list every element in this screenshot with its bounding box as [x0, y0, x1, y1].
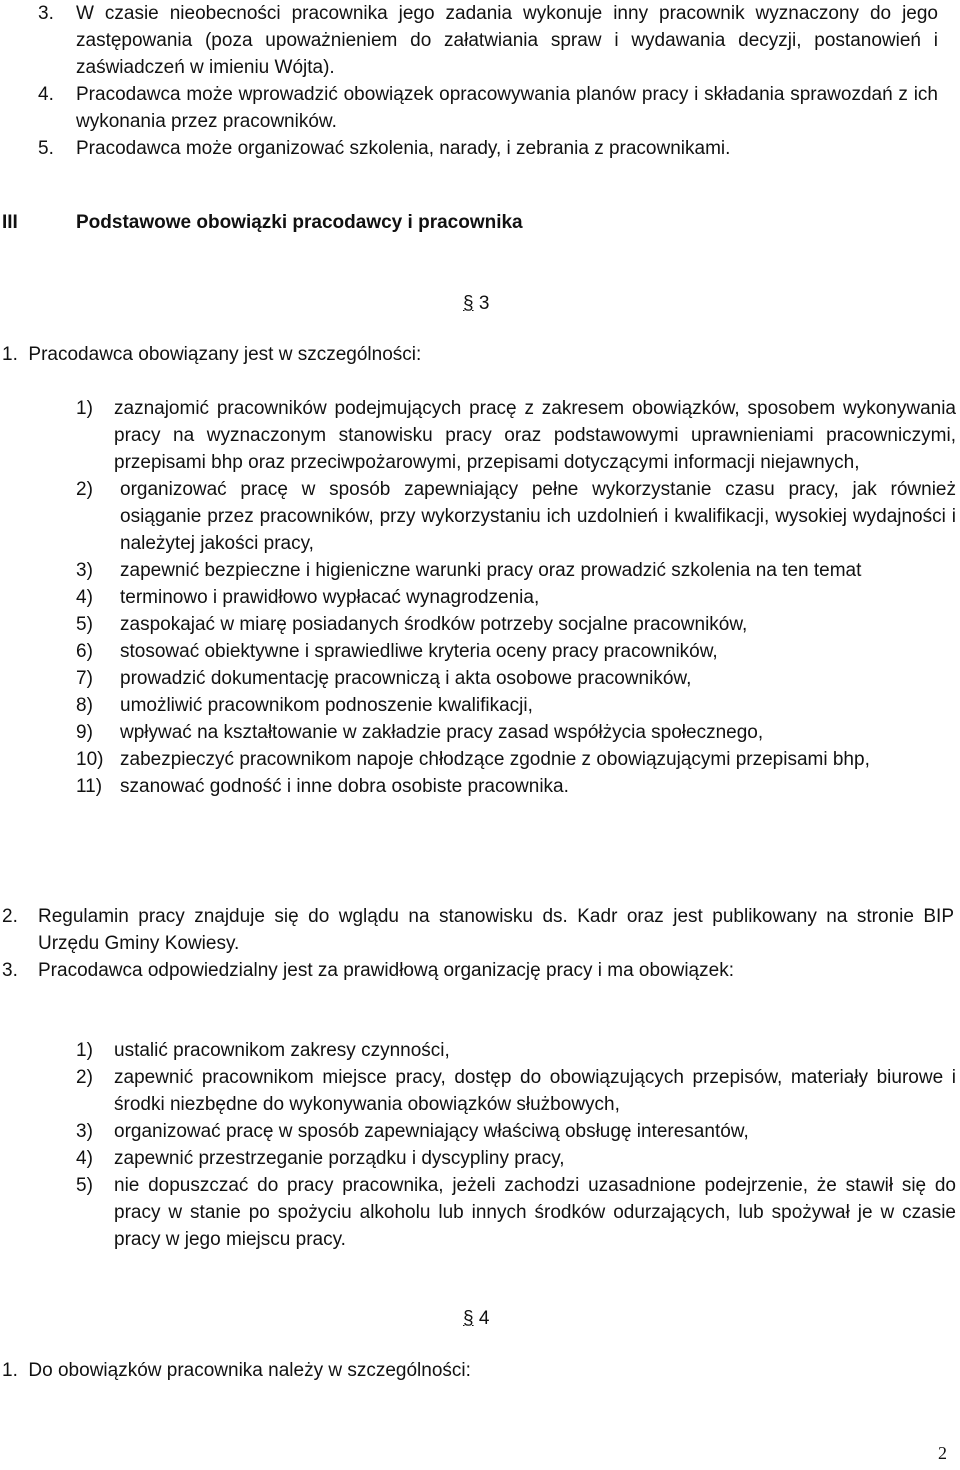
item-number: 4) [76, 587, 93, 608]
list-item [38, 0, 938, 81]
list-item [76, 746, 956, 773]
item-number: 9) [76, 722, 93, 743]
item-text: ustalić pracownikom zakresy czynności, [114, 1040, 450, 1061]
paragraph-4-heading [463, 1305, 489, 1332]
page-number: 2 [938, 1443, 947, 1463]
item-number: 5. [38, 138, 54, 159]
item-text: Regulamin pracy znajduje się do wglądu na stanowisku ds. Kadr oraz jest publikowany na stronie BIP Urzędu Gminy Kowiesy. [38, 906, 954, 954]
item-text: Pracodawca może organizować szkolenia, narady, i zebrania z pracownikami. [76, 138, 731, 159]
list-item [38, 81, 938, 135]
item-number: 8) [76, 695, 93, 716]
paragraph-4-point-1 [2, 1357, 471, 1384]
list-item [76, 476, 956, 557]
item-text: zapewnić bezpieczne i higieniczne warunki pracy oraz prowadzić szkolenia na ten temat [120, 560, 862, 581]
item-text: Pracodawca obowiązany jest w szczególności: [28, 344, 422, 365]
paragraph-number: 3 [478, 293, 490, 314]
list-item [2, 903, 954, 957]
paragraph-sign: § [463, 1308, 474, 1329]
section-roman: III [2, 212, 18, 233]
item-text: wpływać na kształtowanie w zakładzie pracy zasad współżycia społecznego, [120, 722, 764, 743]
item-text: szanować godność i inne dobra osobiste pracownika. [120, 776, 569, 797]
list-item [76, 1172, 956, 1253]
paragraph-3-heading [463, 290, 489, 317]
list-item [76, 1064, 956, 1118]
item-number: 1. [2, 344, 18, 365]
item-text: zabezpieczyć pracownikom napoje chłodzące zgodnie z obowiązującymi przepisami bhp, [120, 749, 870, 770]
item-number: 10) [76, 749, 104, 770]
item-text: zaspokajać w miarę posiadanych środków potrzeby socjalne pracowników, [120, 614, 748, 635]
item-text: nie dopuszczać do pracy pracownika, jeżeli zachodzi uzasadnione podejrzenie, że stawił się do pracy w stanie po spożyciu alkoholu lub innych środków odurzających, lub spożywał je w czasie pracy w jego miejscu pracy. [114, 1175, 956, 1250]
paragraph-sign: § [463, 293, 474, 314]
item-text: terminowo i prawidłowo wypłacać wynagrodzenia, [120, 587, 540, 608]
paragraph-3-point-2 [2, 903, 954, 957]
list-item [76, 1145, 956, 1172]
top-list [38, 0, 938, 162]
list-item [76, 719, 956, 746]
list-item [76, 611, 956, 638]
item-number: 3. [38, 3, 54, 24]
item-number: 1) [76, 398, 93, 419]
list-item [76, 557, 956, 584]
item-number: 4) [76, 1148, 93, 1169]
item-number: 11) [76, 776, 103, 797]
item-number: 4. [38, 84, 54, 105]
item-text: organizować pracę w sposób zapewniający pełne wykorzystanie czasu pracy, jak również osiąganie przez pracowników, przy wykorzystaniu ich uzdolnień i kwalifikacji, wysokiej wydajności i należytej jakości pracy, [120, 479, 956, 554]
list-item [2, 957, 954, 984]
paragraph-number: 4 [478, 1308, 490, 1329]
item-text: stosować obiektywne i sprawiedliwe kryteria oceny pracy pracowników, [120, 641, 718, 662]
item-text: zaznajomić pracowników podejmujących pracę z zakresem obowiązków, sposobem wykonywania pracy na wyznaczonym stanowisku pracy oraz podstawowymi uprawnieniami pracowniczymi, przepisami bhp oraz przeciwpożarowymi, przepisami dotyczącymi informacji niejawnych, [114, 398, 956, 473]
item-number: 3) [76, 1121, 93, 1142]
item-number: 2) [76, 479, 93, 500]
item-text: umożliwić pracownikom podnoszenie kwalifikacji, [120, 695, 533, 716]
list-item [76, 395, 956, 476]
item-number: 1) [76, 1040, 93, 1061]
item-number: 2) [76, 1067, 93, 1088]
item-text: zapewnić pracownikom miejsce pracy, dostęp do obowiązujących przepisów, materiały biurowe i środki niezbędne do wykonywania obowiązków służbowych, [114, 1067, 956, 1115]
list-item [76, 584, 956, 611]
item-number: 2. [2, 906, 18, 927]
list-item [76, 692, 956, 719]
paragraph-3-point-1 [2, 341, 421, 368]
item-text: W czasie nieobecności pracownika jego zadania wykonuje inny pracownik wyznaczony do jego zastępowania (poza upoważnieniem do załatwiania spraw i wydawania decyzji, postanowień i zaświadczeń w imieniu Wójta). [76, 3, 938, 78]
list-item [76, 1037, 956, 1064]
item-number: 3. [2, 960, 18, 981]
item-number: 5) [76, 614, 93, 635]
item-text: prowadzić dokumentację pracowniczą i akta osobowe pracowników, [120, 668, 692, 689]
organization-duties-list [76, 1037, 956, 1253]
item-number: 3) [76, 560, 93, 581]
item-text: zapewnić przestrzeganie porządku i dyscypliny pracy, [114, 1148, 565, 1169]
list-item [76, 773, 956, 800]
list-item [38, 135, 938, 162]
employer-duties-list [76, 395, 956, 800]
section-title: Podstawowe obowiązki pracodawcy i pracownika [76, 212, 523, 233]
item-text: Pracodawca może wprowadzić obowiązek opracowywania planów pracy i składania sprawozdań z ich wykonania przez pracowników. [76, 84, 938, 132]
item-number: 5) [76, 1175, 93, 1196]
item-text: Do obowiązków pracownika należy w szczególności: [28, 1360, 471, 1381]
paragraph-3-point-3 [2, 957, 954, 984]
item-number: 1. [2, 1360, 18, 1381]
item-number: 6) [76, 641, 93, 662]
list-item [76, 665, 956, 692]
item-text: Pracodawca odpowiedzialny jest za prawidłową organizację pracy i ma obowiązek: [38, 960, 734, 981]
list-item [76, 638, 956, 665]
item-text: organizować pracę w sposób zapewniający właściwą obsługę interesantów, [114, 1121, 749, 1142]
item-number: 7) [76, 668, 93, 689]
list-item [76, 1118, 956, 1145]
